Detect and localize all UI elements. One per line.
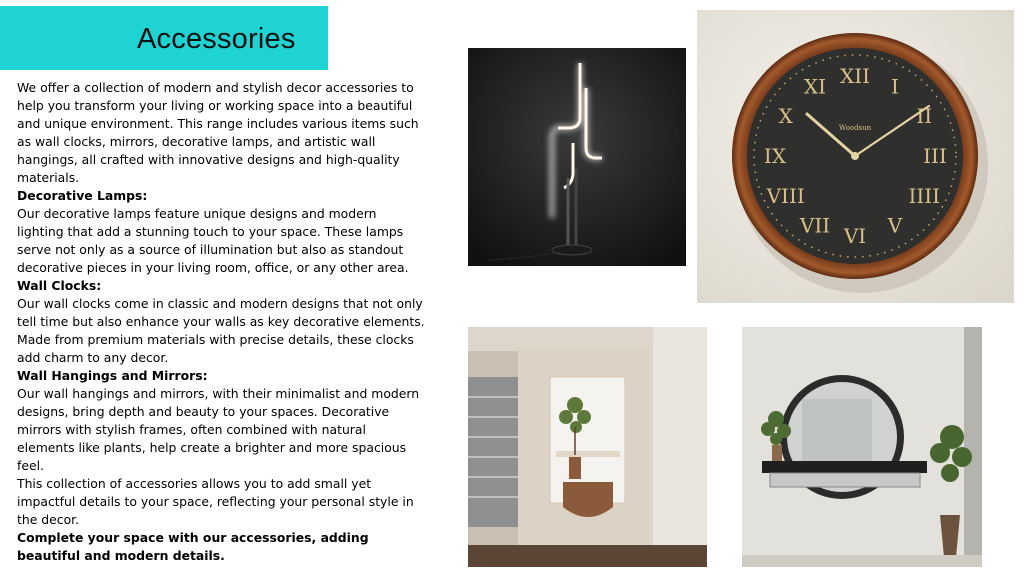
clocks-paragraph: Our wall clocks come in classic and modern designs that not only tell time but also enhance your walls as key decorative elements. Made from premium materials with precise details, these clocks add charm to any decor. (17, 296, 425, 365)
clock-brand-text: Woodsun (838, 124, 872, 132)
lamps-heading: Decorative Lamps: (17, 188, 148, 203)
closing-paragraph: This collection of accessories allows you to add small yet impactful details to your space, reflecting your personal style in the decor. (17, 476, 414, 527)
clock-numeral: VI (843, 224, 867, 248)
floor-lamp-photo (468, 48, 686, 266)
clocks-heading: Wall Clocks: (17, 278, 102, 293)
body-text (17, 79, 427, 565)
hangings-paragraph: Our wall hangings and mirrors, with their minimalist and modern designs, bring depth and beauty to your spaces. Decorative mirrors with stylish frames, often combined with natural elements like plants, help create a brighter and more spacious feel. (17, 386, 420, 473)
clock-numeral: IIII (908, 184, 941, 208)
wall-niche-photo (468, 327, 707, 567)
clock-numeral: VIII (766, 184, 805, 208)
clock-numeral: X (778, 104, 793, 128)
clock-numeral: VII (799, 213, 831, 238)
cta-paragraph: Complete your space with our accessories, adding beautiful and modern details. (17, 530, 369, 563)
clock-numeral: V (887, 213, 903, 238)
hangings-heading: Wall Hangings and Mirrors: (17, 368, 208, 383)
clock-numeral: III (923, 144, 947, 168)
clock-numeral: XII (839, 64, 871, 88)
round-mirror-photo (742, 327, 982, 567)
clock-numeral: XI (803, 74, 827, 99)
intro-paragraph: We offer a collection of modern and stylish decor accessories to help you transform your living or working space into a beautiful and unique environment. This range includes various items such as wall clocks, mirrors, decorative lamps, and artistic wall hangings, all crafted with innovative designs and high-quality materials. (17, 80, 419, 185)
page-title: Accessories (137, 23, 296, 55)
clock-numeral: IX (763, 144, 787, 168)
clock-numeral: I (891, 74, 899, 99)
wall-clock-photo (697, 10, 1014, 303)
clock-numeral: II (916, 104, 933, 128)
title-bar (0, 6, 328, 70)
lamps-paragraph: Our decorative lamps feature unique designs and modern lighting that add a stunning touch to your space. These lamps serve not only as a source of illumination but also as standout decorative pieces in your living room, office, or any other area. (17, 206, 409, 275)
